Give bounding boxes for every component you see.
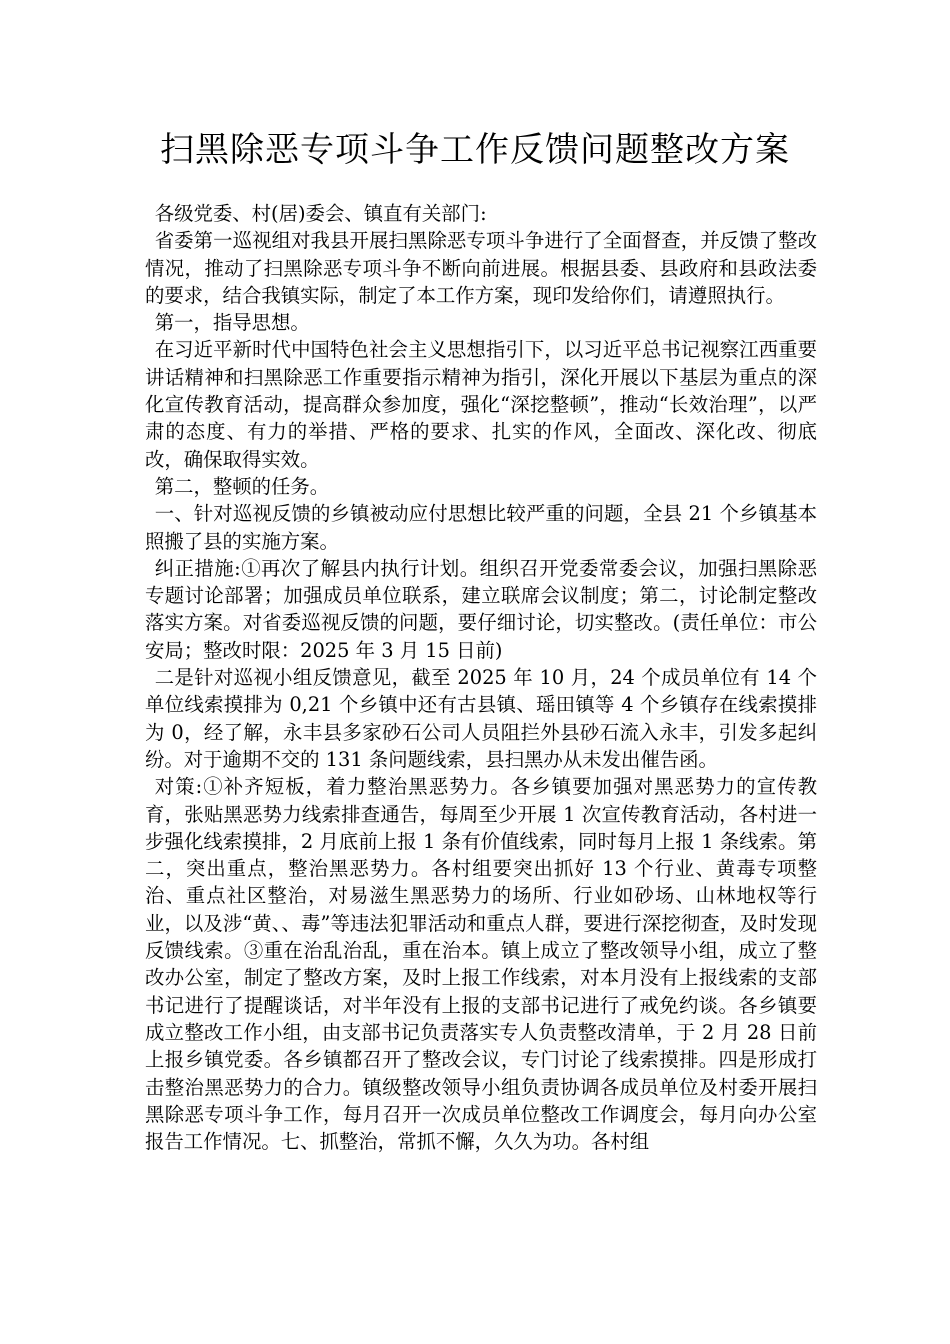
heading-guiding-ideology: 第一，指导思想。: [154, 311, 310, 335]
heading-rectification-tasks: 第二，整顿的任务。: [154, 474, 330, 498]
paragraph-corrective-measures: 纠正措施:①再次了解县内执行计划。组织召开党委常委会议，加强扫黑除恶专题讨论部署；加强成员单位联系，建立联席会议制度；第二，讨论制定整改落实方案。对省委巡视反馈的问题，要仔细讨论，切实整改。(责任单位：市公安局；整改时限：2025 年 3 月 15 日前): [145, 556, 817, 662]
salutation: 各级党委、村(居)委会、镇直有关部门:: [154, 202, 487, 225]
document-title: 扫黑除恶专项斗争工作反馈问题整改方案: [160, 130, 790, 170]
paragraph-guiding-ideology: 在习近平新时代中国特色社会主义思想指引下，以习近平总书记视察江西重要讲话精神和扫黑除恶工作重要指示精神为指引，深化开展以下基层为重点的深化宣传教育活动，提高群众参加度，强化“深挖整顿”，推动“长效治理”，以严肃的态度、有力的举措、严格的要求、扎实的作风，全面改、深化改、彻底改，确保取得实效。: [145, 338, 817, 471]
document-body: [145, 200, 817, 1155]
paragraph-intro: 省委第一巡视组对我县开展扫黑除恶专项斗争进行了全面督查，并反馈了整改情况，推动了扫黑除恶专项斗争不断向前进展。根据县委、县政府和县政法委的要求，结合我镇实际，制定了本工作方案，现印发给你们，请遵照执行。: [145, 229, 817, 307]
paragraph-countermeasures: 对策:①补齐短板，着力整治黑恶势力。各乡镇要加强对黑恶势力的宣传教育，张贴黑恶势力线索排查通告，每周至少开展 1 次宣传教育活动，各村进一步强化线索摸排，2 月底前上报 1 条有价值线索，同时每月上报 1 条线索。第二，突出重点，整治黑恶势力。各村组要突出抓好 13 个行业、黄毒专项整治、重点社区整治，对易滋生黑恶势力的场所、行业如砂场、山林地权等行业，以及涉“黄、、毒”等违法犯罪活动和重点人群，要进行深挖彻查，及时发现反馈线索。③重在治乱治乱，重在治本。镇上成立了整改领导小组，成立了整改办公室，制定了整改方案，及时上报工作线索，对本月没有上报线索的支部书记进行了提醒谈话，对半年没有上报的支部书记进行了戒免约谈。各乡镇要成立整改工作小组，由支部书记负责落实专人负责整改清单，于 2 月 28 日前上报乡镇党委。各乡镇都召开了整改会议，专门讨论了线索摸排。四是形成打击整治黑恶势力的合力。镇级整改领导小组负责协调各成员单位及村委开展扫黑除恶专项斗争工作，每月召开一次成员单位整改工作调度会，每月向办公室报告工作情况。七、抓整治，常抓不懈，久久为功。各村组: [145, 775, 817, 1154]
paragraph-issue-one: 一、针对巡视反馈的乡镇被动应付思想比较严重的问题，全县 21 个乡镇基本照搬了县的实施方案。: [145, 502, 817, 553]
paragraph-issue-two: 二是针对巡视小组反馈意见，截至 2025 年 10 月，24 个成员单位有 14 个单位线索摸排为 0,21 个乡镇中还有古县镇、瑶田镇等 4 个乡镇存在线索摸排为 0，经了解，永丰县多家砂石公司人员阻拦外县砂石流入永丰，引发多起纠纷。对于逾期不交的 131 条问题线索，县扫黑办从未发出催告函。: [145, 666, 817, 771]
